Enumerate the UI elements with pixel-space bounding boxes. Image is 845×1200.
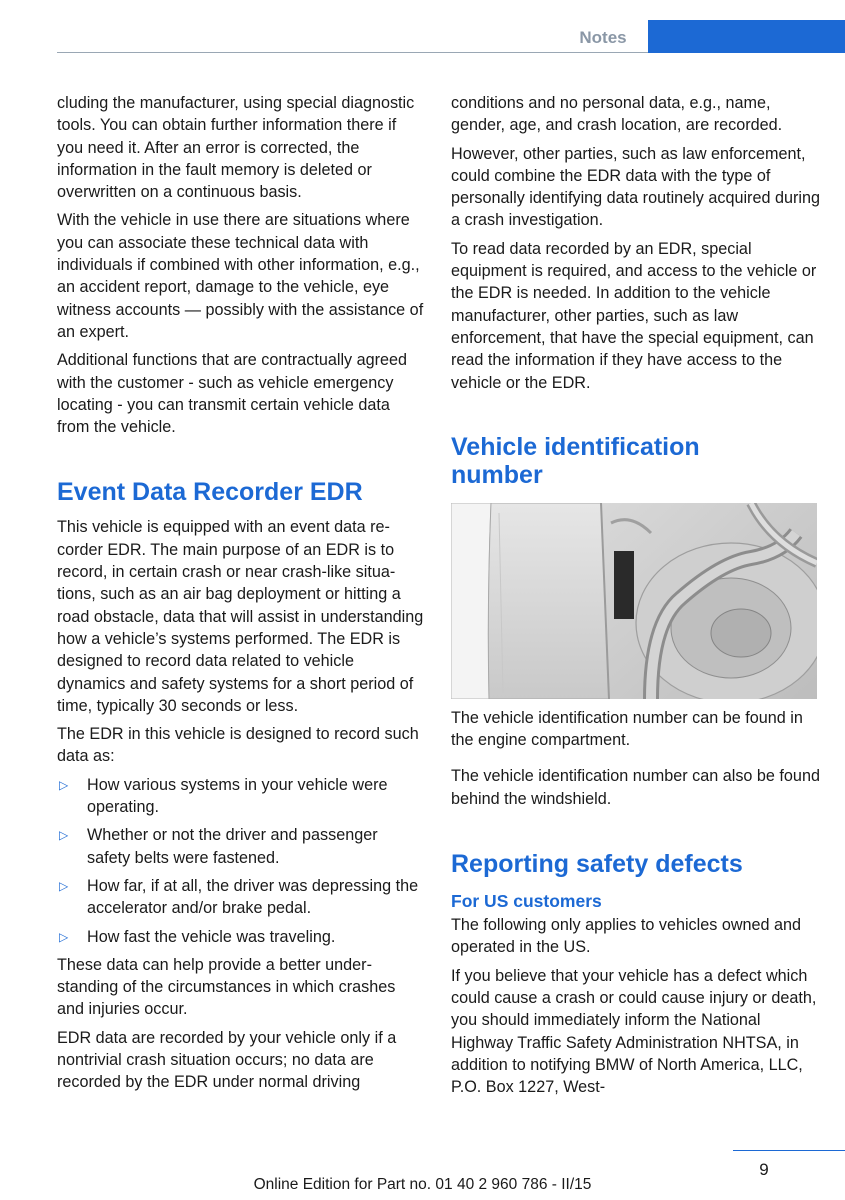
paragraph: If you believe that your vehicle has a defect which could cause a crash or could cause injury or death, you should immediately inform the National Highway Traffic Safety Administration NHTSA, in addition to notifying BMW of North America, LLC, P.O. Box 1227, West- (451, 966, 817, 1097)
paragraph: The following only applies to vehicles owned and operated in the US. (451, 916, 802, 957)
right-column (451, 92, 821, 1104)
footer-rule (733, 1150, 845, 1151)
vin-label-marker (614, 551, 634, 619)
paragraph: This vehicle is equipped with an event data recorder EDR. The main purpose of an EDR is to record, in certain crash or near crash-like situations, such as an air bag deployment or hitting a road obstacle, data that will assist in understanding how a vehicle’s systems performed. The EDR is designed to record data related to vehicle dynamics and safety systems for a short period of time, typically 30 seconds or less. (57, 518, 424, 715)
triangle-right-icon: ▷ (59, 828, 69, 843)
list-item: ▷ How fast the vehicle was traveling. (57, 926, 425, 948)
triangle-right-icon: ▷ (59, 777, 69, 792)
engine-compartment-image (451, 503, 817, 699)
triangle-right-icon: ▷ (59, 929, 69, 944)
section-title: Notes (579, 28, 627, 47)
paragraph: To read data recorded by an EDR, special equipment is required, and access to the vehicle or the EDR is needed. In addition to the vehicle manufacturer, other parties, such as law enforcement, that have the special equipment, can read the information if they have access to the vehicle or the EDR. (451, 239, 817, 392)
paragraph: However, other parties, such as law enforcement, could combine the EDR data with the type of personally identifying data routinely acquired during a crash investigation. (451, 144, 820, 230)
paragraph: With the vehicle in use there are situations where you can associate these technical data with individuals if combined with other information, e.g., an accident report, damage to the vehicle, eye witness accounts — possibly with the assistance of an expert. (57, 211, 424, 341)
safety-defects-heading: Reporting safety defects (451, 850, 743, 879)
us-customers-heading: For US customers (451, 891, 602, 912)
paragraph: These data can help provide a better understanding of the circumstances in which crashes and injuries occur. (57, 955, 396, 1019)
edition-footer: Online Edition for Part no. 01 40 2 960 786 - II/15 (253, 1176, 592, 1193)
list-item: ▷ How various systems in your vehicle were operating. (59, 775, 388, 817)
left-column (57, 92, 425, 1100)
paragraph: The EDR in this vehicle is designed to record such data as: (57, 725, 419, 766)
paragraph: EDR data are recorded by your vehicle only if a nontrivial crash situation occurs; no data are recorded by the EDR under normal driving (57, 1028, 397, 1092)
section-bar (648, 20, 845, 53)
vin-heading: Vehicle identification number (451, 432, 700, 489)
triangle-right-icon: ▷ (59, 878, 69, 893)
paragraph: cluding the manufacturer, using special diagnostic tools. You can obtain further information there if you need it. After an error is corrected, the information in the fault memory is deleted or overwritten on a continuous basis. (57, 94, 415, 202)
paragraph: The vehicle identification number can be found in the engine compartment. (451, 708, 803, 750)
engine-compartment-illustration (451, 503, 817, 699)
paragraph: The vehicle identification number can also be found behind the windshield. (451, 767, 820, 808)
paragraph: Additional functions that are contractually agreed with the customer - such as vehicle emergency locating - you can transmit certain vehicle data from the vehicle. (57, 351, 408, 437)
page-number: 9 (759, 1160, 769, 1179)
list-item: ▷ Whether or not the driver and passenger safety belts were fastened. (59, 826, 378, 867)
edr-heading: Event Data Recorder EDR (57, 478, 363, 507)
paragraph: conditions and no personal data, e.g., name, gender, age, and crash location, are recorded. (451, 94, 783, 135)
list-item: ▷ How far, if at all, the driver was depressing the accelerator and/or brake pedal. (59, 876, 419, 918)
edr-data-list (57, 774, 425, 948)
